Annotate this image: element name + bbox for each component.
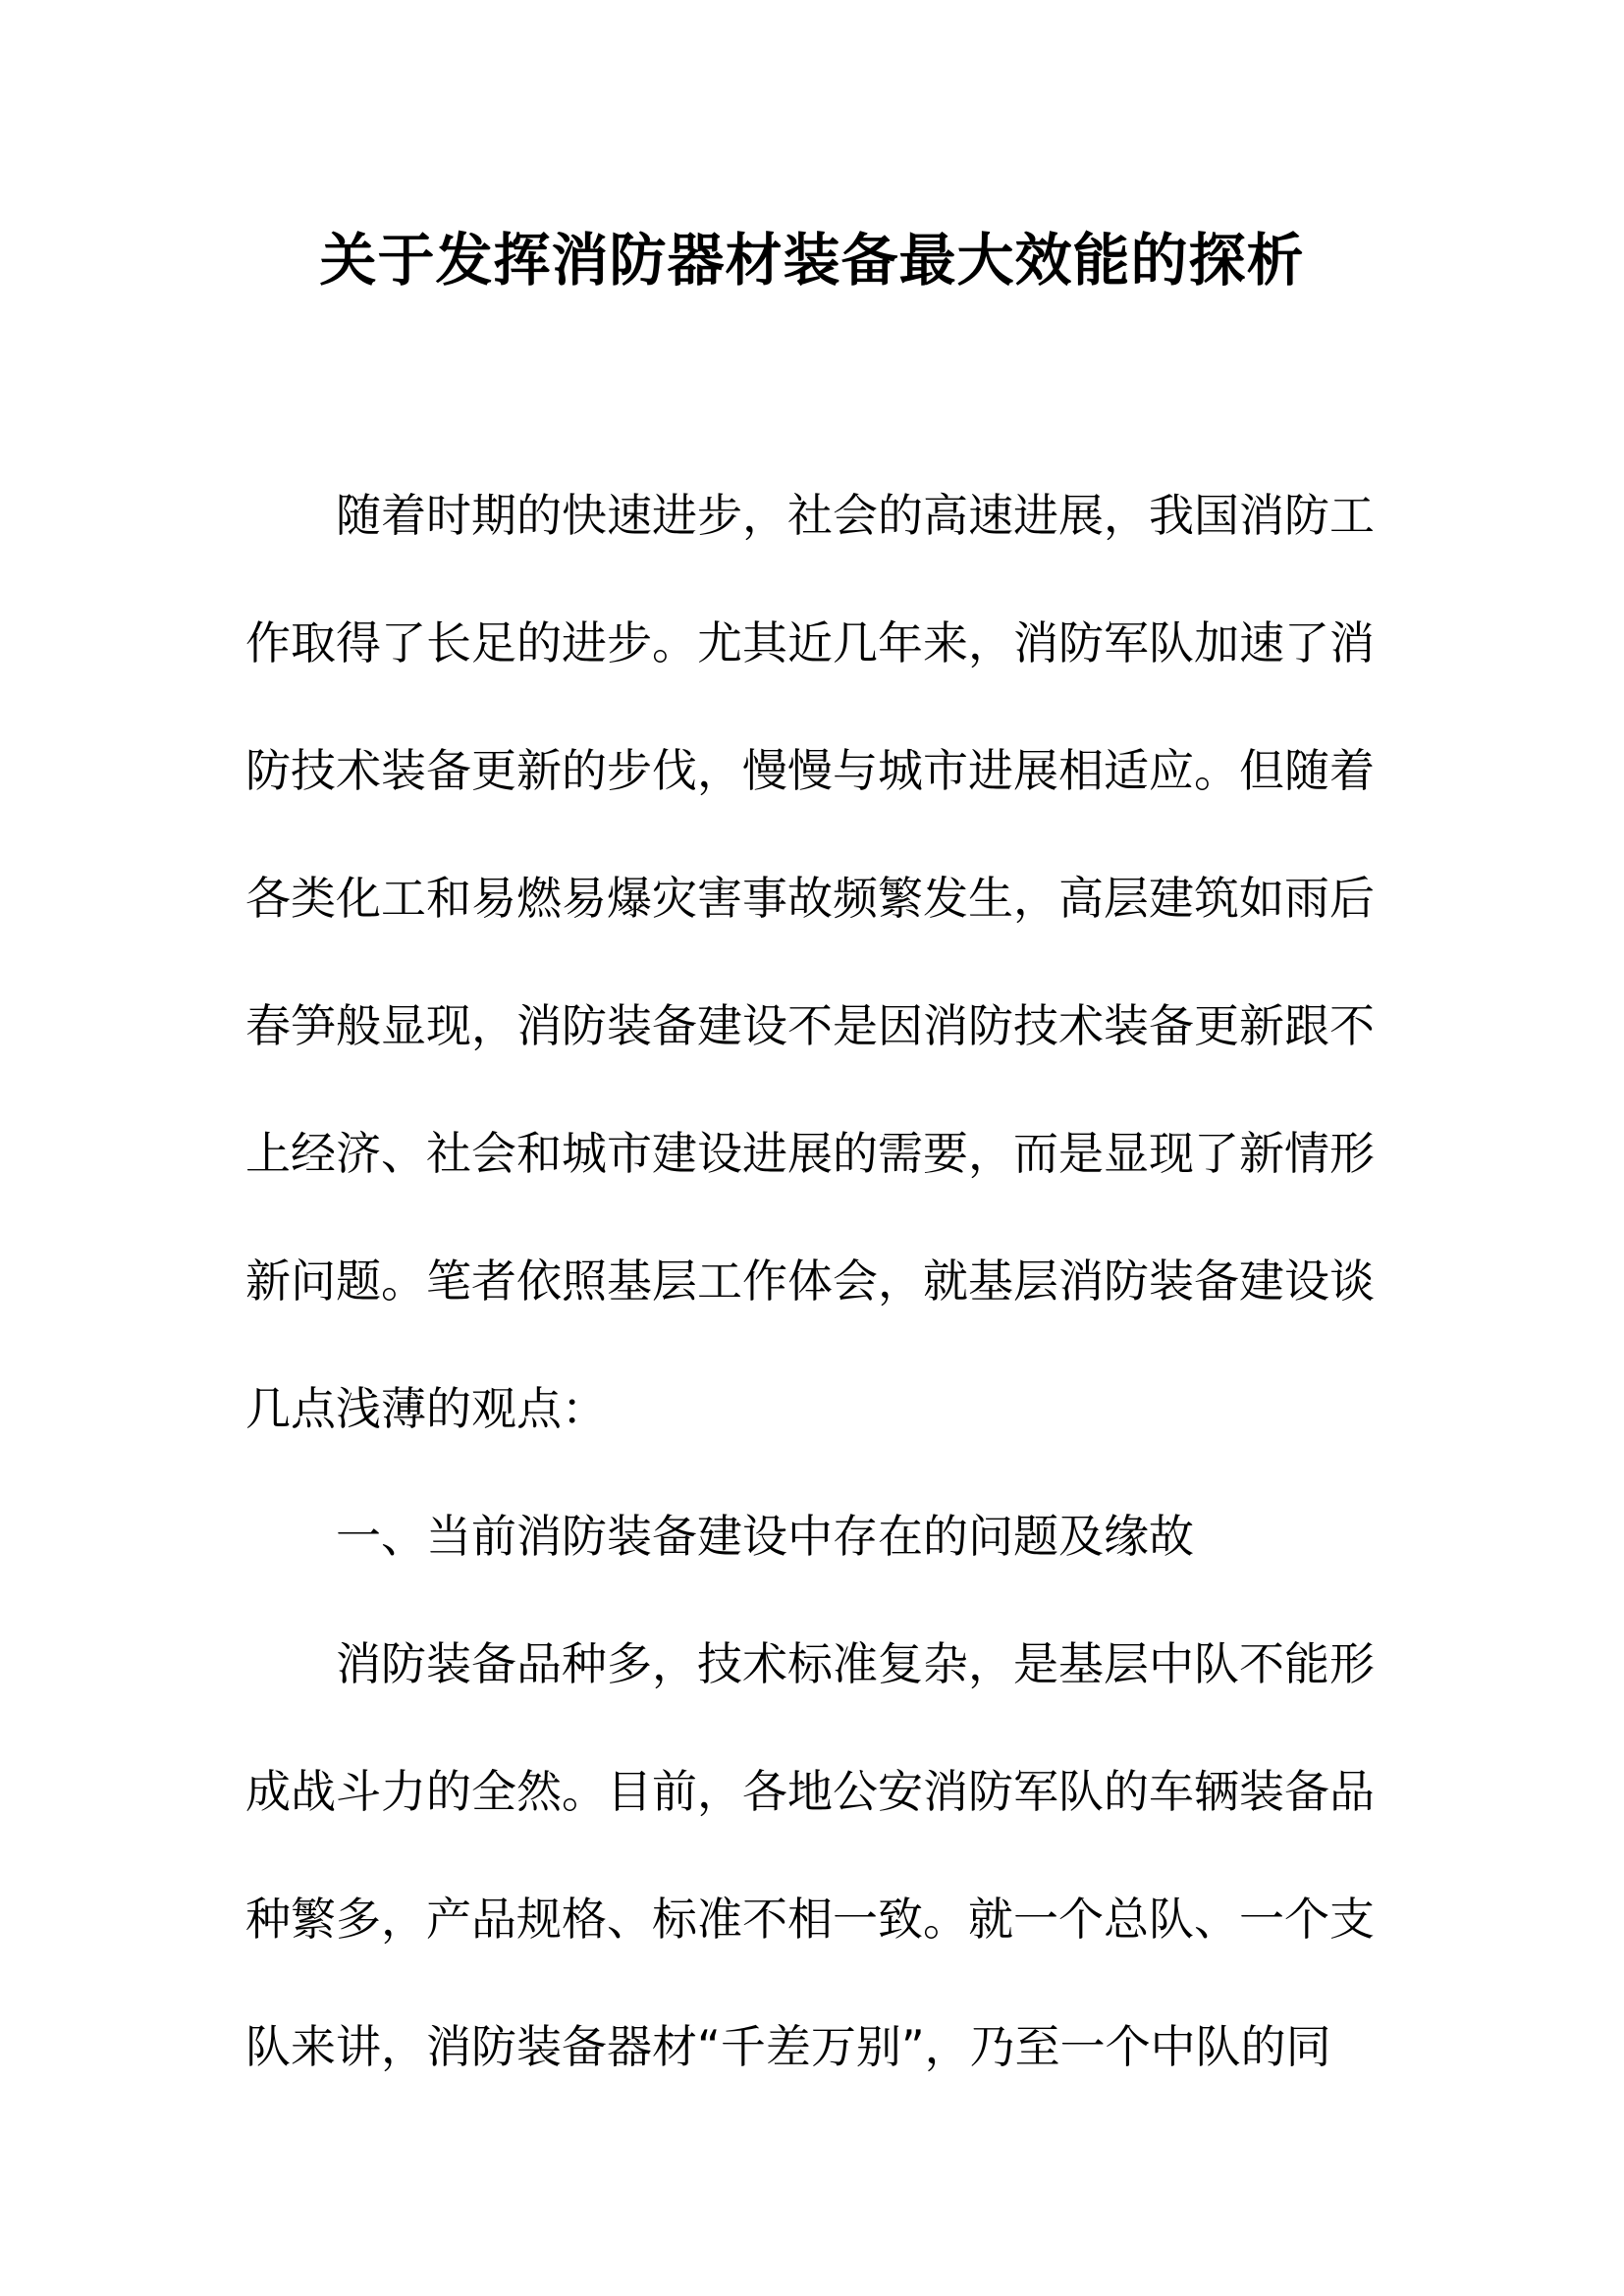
document-title: 关于发挥消防器材装备最大效能的探析 — [319, 227, 1305, 294]
paragraph-line: 消防装备品种多，技术标准复杂，是基层中队不能形 — [336, 1637, 1375, 1690]
paragraph-line: 防技术装备更新的步伐，慢慢与城市进展相适应。但随着 — [245, 744, 1375, 797]
paragraph-line: 几点浅薄的观点： — [245, 1382, 607, 1435]
paragraph-line: 队来讲，消防装备器材“千差万别”，乃至一个中队的同 — [245, 2020, 1331, 2073]
paragraph-line: 春笋般显现，消防装备建设不是因消防技术装备更新跟不 — [245, 999, 1375, 1052]
paragraph-line: 成战斗力的全然。目前，各地公安消防军队的车辆装备品 — [245, 1765, 1375, 1818]
paragraph-line: 作取得了长足的进步。尤其近几年来，消防军队加速了消 — [245, 616, 1375, 669]
paragraph-line: 新问题。笔者依照基层工作体会，就基层消防装备建设谈 — [245, 1255, 1375, 1308]
paragraph-line: 随着时期的快速进步，社会的高速进展，我国消防工 — [336, 489, 1375, 542]
paragraph-line: 种繁多，产品规格、标准不相一致。就一个总队、一个支 — [245, 1893, 1375, 1946]
paragraph-line: 上经济、社会和城市建设进展的需要，而是显现了新情形 — [245, 1127, 1375, 1180]
paragraph-line: 各类化工和易燃易爆灾害事故频繁发生，高层建筑如雨后 — [245, 872, 1375, 925]
section-heading: 一、当前消防装备建设中存在的问题及缘故 — [336, 1510, 1194, 1563]
